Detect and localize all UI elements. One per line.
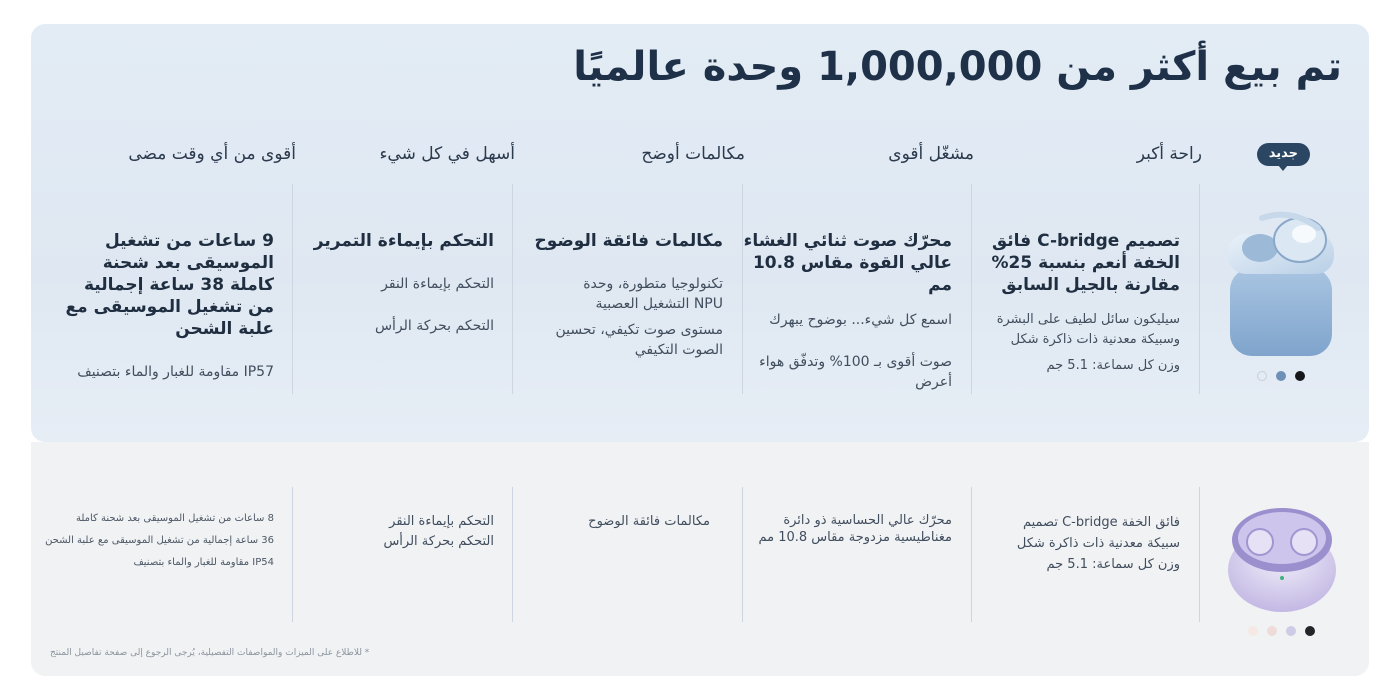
spec-heading: التحكم بإيماءة التمرير [313, 231, 494, 251]
column-heading-calls: مكالمات أوضح [641, 144, 745, 164]
color-swatch-black[interactable] [1305, 626, 1315, 636]
spec-line: محرّك عالي الحساسية ذو دائرة مغناطيسية مزدوجة مقاس 10.8 مم [758, 513, 952, 545]
column-divider [292, 184, 293, 394]
spec-calls-previous [520, 512, 710, 532]
color-swatch-white[interactable] [1257, 371, 1267, 381]
spec-control [304, 230, 494, 342]
column-divider [971, 184, 972, 394]
spec-line: اسمع كل شيء... بوضوح يبهرك [769, 312, 952, 328]
spec-heading: مكالمات فائقة الوضوح [534, 231, 723, 251]
column-heading-driver: مشغّل أقوى [888, 144, 974, 164]
spec-comfort [980, 230, 1180, 376]
spec-battery-previous [44, 508, 274, 574]
spec-battery [59, 230, 274, 388]
spec-line: التحكم بإيماءة النقر [381, 276, 494, 292]
column-divider [292, 487, 293, 622]
spec-line: IP54 مقاومة للغبار والماء بتصنيف [133, 557, 274, 568]
color-swatches [1257, 371, 1305, 381]
earbuds-case-blue-icon [1222, 208, 1340, 360]
column-heading-comfort: راحة أكبر [1136, 144, 1202, 164]
color-swatch-pink[interactable] [1267, 626, 1277, 636]
column-divider [742, 487, 743, 622]
color-swatch-blue[interactable] [1276, 371, 1286, 381]
spec-heading: محرّك صوت ثنائي الغشاء عالي القوة مقاس 10.8 مم [743, 231, 952, 295]
new-badge: جديد [1257, 143, 1310, 166]
spec-line: سيليكون سائل لطيف على البشرة وسبيكة معدنية ذات ذاكرة شكل [996, 312, 1180, 347]
spec-calls [523, 230, 723, 366]
spec-comfort-previous [995, 512, 1180, 575]
spec-driver [742, 230, 952, 398]
spec-driver-previous [742, 512, 952, 546]
column-divider [1199, 487, 1200, 622]
spec-line: التحكم بحركة الرأس [374, 318, 494, 334]
column-heading-ease: أسهل في كل شيء [379, 144, 515, 164]
spec-line: صوت أقوى بـ 100% وتدفّق هواء أعرض [759, 354, 952, 390]
footnote: * للاطلاع على الميزات والمواصفات التفصيلية، يُرجى الرجوع إلى صفحة تفاصيل المنتج [50, 648, 370, 658]
spec-line: 36 ساعة إجمالية من تشغيل الموسيقى مع علبة الشحن [45, 535, 274, 546]
column-divider [512, 184, 513, 394]
color-swatch-black[interactable] [1295, 371, 1305, 381]
column-divider [1199, 184, 1200, 394]
spec-heading: 9 ساعات من تشغيل الموسيقى بعد شحنة كاملة 38 ساعة إجمالية من تشغيل الموسيقى مع علبة الشحن [65, 231, 274, 339]
spec-line: وزن كل سماعة: 5.1 جم [1046, 358, 1180, 373]
spec-heading: تصميم C-bridge فائق الخفة أنعم بنسبة 25% مقارنة بالجيل السابق [991, 231, 1180, 295]
color-swatches [1248, 626, 1315, 636]
spec-line: مكالمات فائقة الوضوح [588, 514, 710, 529]
column-divider [971, 487, 972, 622]
spec-line: التحكم بإيماءة النقر التحكم بحركة الرأس [383, 514, 494, 549]
spec-line: تكنولوجيا متطورة، وحدة NPU التشغيل العصبية [583, 276, 723, 312]
spec-line: فائق الخفة C-bridge تصميم سبيكة معدنية ذات ذاكرة شكل وزن كل سماعة: 5.1 جم [1016, 515, 1180, 572]
column-heading-power: أقوى من أي وقت مضى [128, 144, 296, 164]
page-title: تم بيع أكثر من 1,000,000 وحدة عالميًا [573, 44, 1342, 90]
column-divider [512, 487, 513, 622]
spec-line: IP57 مقاومة للغبار والماء بتصنيف [77, 364, 274, 380]
color-swatch-cream[interactable] [1248, 626, 1258, 636]
color-swatch-lavender[interactable] [1286, 626, 1296, 636]
spec-line: مستوى صوت تكيفي، تحسين الصوت التكيفي [555, 322, 723, 358]
spec-line: 8 ساعات من تشغيل الموسيقى بعد شحنة كاملة [75, 513, 274, 524]
earbuds-case-purple-icon [1226, 500, 1338, 616]
spec-control-previous [364, 512, 494, 552]
